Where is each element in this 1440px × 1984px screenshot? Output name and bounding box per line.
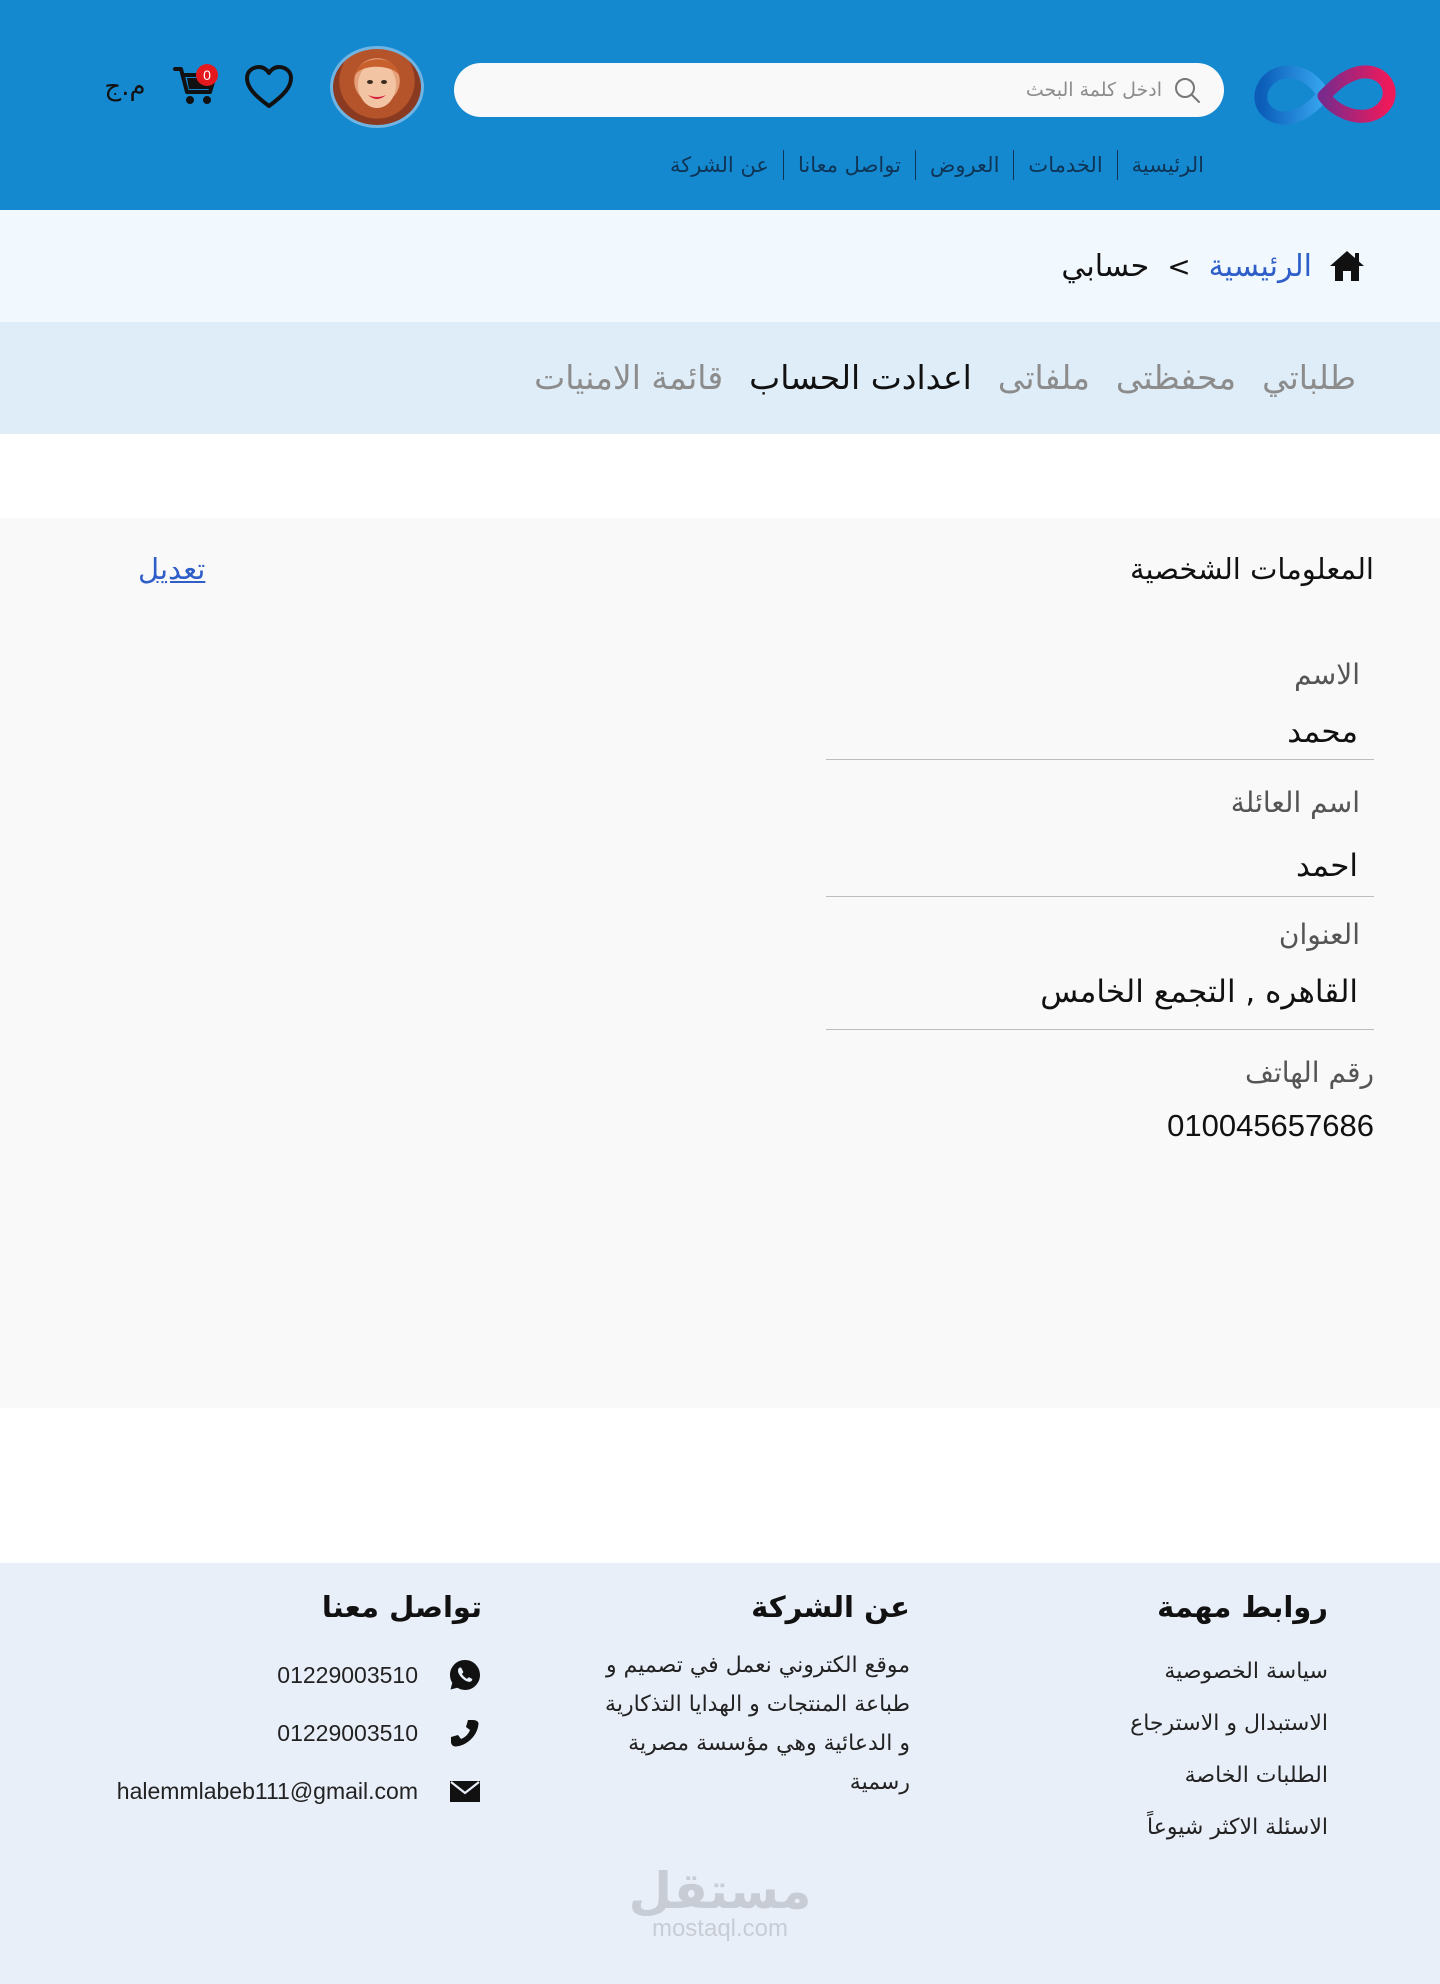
profile-section-title: المعلومات الشخصية — [1129, 552, 1374, 586]
address-value: القاهره , التجمع الخامس — [1040, 974, 1358, 1010]
first-name-label: الاسم — [1294, 658, 1360, 691]
phone-icon — [448, 1716, 482, 1750]
footer-link-special-orders[interactable]: الطلبات الخاصة — [1184, 1763, 1328, 1788]
search-icon[interactable] — [1172, 75, 1202, 105]
avatar-face-icon — [333, 49, 421, 125]
contact-whatsapp-row[interactable] — [52, 1646, 482, 1704]
contact-email[interactable]: halemmlabeb111@gmail.com — [116, 1777, 418, 1804]
footer-link-faq[interactable]: الاسئلة الاكثر شيوعاً — [1147, 1815, 1328, 1840]
footer-about-title: عن الشركة — [751, 1590, 910, 1624]
logo-icon[interactable] — [1254, 56, 1396, 134]
contact-phone-number[interactable]: 01229003510 — [277, 1719, 418, 1746]
breadcrumb-separator: > — [1167, 249, 1191, 283]
edit-profile-link[interactable]: تعديل — [138, 552, 206, 586]
mostaql-watermark — [620, 1862, 820, 1942]
wishlist-heart-icon[interactable] — [244, 64, 294, 110]
footer-links-column — [1028, 1590, 1328, 1854]
first-name-value: محمد — [1287, 714, 1358, 750]
footer-link-privacy[interactable]: سياسة الخصوصية — [1164, 1659, 1328, 1684]
breadcrumb-current: حسابي — [1061, 248, 1150, 284]
nav-divider — [915, 150, 916, 180]
address-label: العنوان — [1278, 918, 1360, 951]
nav-divider — [783, 150, 784, 180]
nav-divider — [1117, 150, 1118, 180]
tab-wishlist[interactable]: قائمة الامنيات — [534, 358, 724, 397]
last-name-value: احمد — [1296, 848, 1358, 884]
site-header — [0, 0, 1440, 210]
footer-contact-title: تواصل معنا — [321, 1590, 482, 1624]
home-icon[interactable] — [1328, 248, 1366, 284]
main-nav — [656, 150, 1218, 180]
watermark-english: mostaql.com — [651, 1915, 789, 1942]
account-tabs — [508, 356, 1356, 400]
contact-email-row[interactable] — [52, 1762, 482, 1820]
breadcrumb — [1061, 248, 1366, 284]
contact-whatsapp-number[interactable]: 01229003510 — [277, 1661, 418, 1688]
nav-home[interactable]: الرئيسية — [1131, 153, 1204, 177]
phone-label: رقم الهاتف — [1245, 1056, 1374, 1089]
field-divider — [826, 759, 1374, 760]
tab-wallet[interactable]: محفظتى — [1115, 358, 1237, 397]
search-bar[interactable] — [454, 63, 1224, 117]
cart-count-badge: 0 — [196, 64, 218, 86]
footer-about-column — [580, 1590, 910, 1802]
footer-about-text: موقع الكتروني نعمل في تصميم و طباعة المنتجات و الهدايا التذكارية و الدعائية وهي مؤسسة مصرية رسمية — [605, 1653, 910, 1795]
footer-link-returns[interactable]: الاستبدال و الاسترجاع — [1130, 1711, 1328, 1736]
contact-phone-row[interactable] — [52, 1704, 482, 1762]
breadcrumb-home-link[interactable]: الرئيسية — [1208, 248, 1312, 284]
watermark-arabic: مستقل — [628, 1862, 812, 1920]
nav-divider — [1013, 150, 1014, 180]
last-name-label: اسم العائلة — [1230, 786, 1360, 819]
field-divider — [826, 896, 1374, 897]
nav-services[interactable]: الخدمات — [1028, 153, 1103, 177]
footer-contact-column — [52, 1590, 482, 1820]
tab-account-settings[interactable]: اعدادت الحساب — [749, 358, 972, 397]
user-avatar[interactable] — [330, 46, 424, 128]
currency-selector[interactable]: م.ج — [104, 72, 146, 102]
tab-files[interactable]: ملفاتى — [997, 358, 1090, 397]
whatsapp-icon — [448, 1658, 482, 1692]
nav-offers[interactable]: العروض — [929, 153, 1000, 177]
tab-my-orders[interactable]: طلباتي — [1262, 358, 1356, 397]
profile-panel — [0, 518, 1440, 1408]
nav-contact[interactable]: تواصل معانا — [797, 153, 901, 177]
phone-value: 010045657686 — [1167, 1108, 1374, 1143]
field-divider — [826, 1029, 1374, 1030]
nav-about[interactable]: عن الشركة — [669, 153, 769, 177]
mail-icon — [448, 1774, 482, 1808]
footer-links-title: روابط مهمة — [1157, 1590, 1328, 1624]
search-input[interactable] — [562, 79, 1162, 101]
